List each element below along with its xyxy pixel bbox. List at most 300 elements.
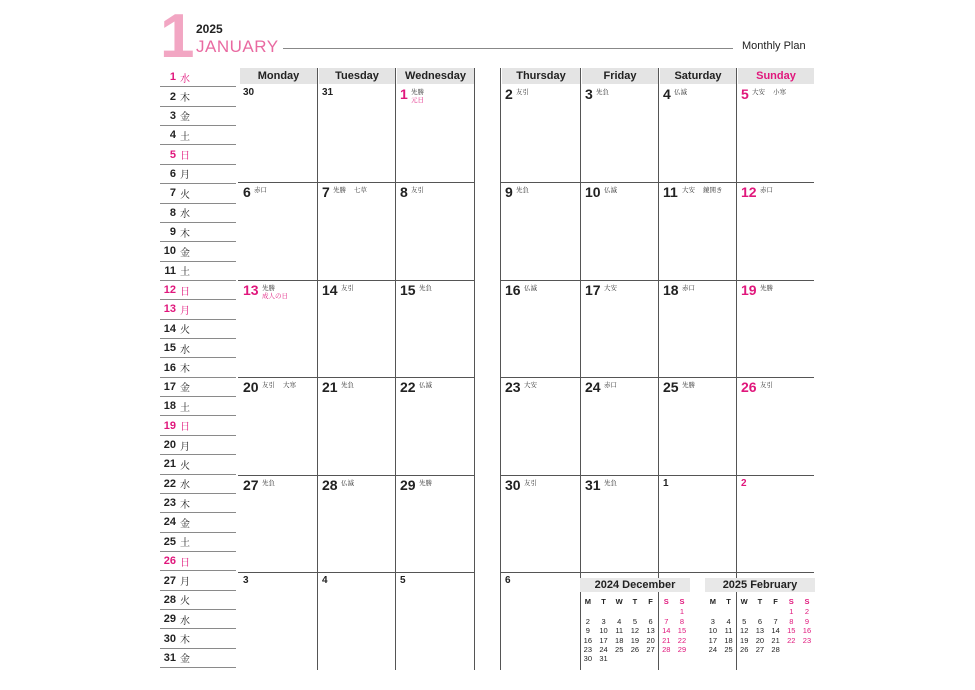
day-number: 21 — [322, 379, 338, 395]
rokuyo-label: 先負 — [516, 186, 529, 194]
sidebar-day-row[interactable] — [160, 242, 236, 261]
sidebar-day-number: 22 — [163, 477, 176, 490]
plan-label: Monthly Plan — [742, 40, 806, 52]
sidebar-weekday: 火 — [180, 596, 190, 608]
seasonal-label: 七草 — [354, 186, 367, 194]
weekday-header: Thursday — [502, 68, 580, 84]
day-cell[interactable] — [238, 377, 317, 475]
rokuyo-label: 赤口 — [604, 381, 617, 389]
sidebar-day-row[interactable] — [160, 533, 236, 552]
day-number: 11 — [663, 184, 678, 200]
day-number: 6 — [505, 575, 511, 586]
mini-weekday: S — [679, 597, 685, 606]
mini-calendar-week — [705, 626, 815, 635]
mini-day: 20 — [755, 635, 765, 645]
mini-calendar-week — [580, 607, 690, 616]
day-number: 20 — [243, 379, 259, 395]
sidebar-day-number: 29 — [163, 613, 176, 626]
sidebar-day-row[interactable] — [160, 223, 236, 242]
sidebar-weekday: 金 — [180, 383, 190, 395]
sidebar-day-number: 19 — [163, 419, 176, 432]
sidebar-weekday: 月 — [180, 577, 190, 589]
sidebar-day-number: 10 — [163, 245, 176, 258]
day-cell[interactable] — [500, 280, 580, 378]
mini-day: 21 — [662, 635, 671, 645]
rokuyo-label: 先勝 — [411, 88, 424, 96]
rokuyo-label: 大安 — [604, 283, 617, 292]
mini-day: 10 — [599, 626, 608, 636]
day-cell[interactable] — [317, 84, 395, 182]
sidebar-day-number: 15 — [163, 342, 176, 355]
mini-day — [627, 607, 643, 616]
day-cell[interactable] — [736, 84, 814, 182]
sidebar-day-number: 7 — [169, 187, 176, 200]
sidebar-weekday: 金 — [180, 247, 190, 259]
rokuyo-label: 先勝 — [419, 478, 432, 487]
rokuyo-label: 大安 — [752, 88, 765, 96]
day-number: 6 — [243, 184, 251, 200]
sidebar-weekday: 月 — [180, 441, 190, 453]
sidebar-day-number: 4 — [169, 129, 176, 142]
mini-day: 25 — [724, 645, 733, 655]
sidebar-day-row[interactable] — [160, 300, 236, 319]
sidebar-day-number: 6 — [169, 167, 176, 180]
sidebar-day-number: 13 — [163, 303, 176, 316]
year-label: 2025 — [196, 22, 223, 36]
mini-day: 22 — [677, 635, 687, 645]
mini-weekday: S — [804, 597, 810, 606]
column-divider — [474, 68, 475, 670]
sidebar-weekday: 土 — [180, 131, 190, 143]
mini-weekday: M — [709, 597, 716, 606]
rokuyo-label: 大安 — [682, 186, 695, 194]
day-cell[interactable] — [736, 182, 814, 280]
mini-day: 23 — [583, 645, 593, 655]
mini-calendar-week — [705, 617, 815, 626]
weekday-header: Tuesday — [319, 68, 395, 84]
day-cell[interactable] — [500, 475, 580, 573]
mini-weekday: W — [740, 597, 748, 606]
mini-day: 19 — [630, 635, 640, 645]
day-number: 8 — [400, 184, 408, 200]
mini-day: 17 — [599, 635, 608, 645]
sidebar-day-row[interactable] — [160, 571, 236, 590]
sidebar-day-number: 26 — [163, 555, 176, 568]
sidebar-day-row[interactable] — [160, 358, 236, 377]
day-cell[interactable] — [395, 84, 474, 182]
day-cell[interactable] — [395, 182, 474, 280]
mini-calendar-week — [580, 636, 690, 645]
rokuyo-label: 仏滅 — [604, 186, 617, 194]
mini-calendar-week — [580, 626, 690, 635]
day-cell[interactable] — [395, 572, 474, 670]
sidebar-weekday: 土 — [180, 267, 190, 279]
mini-weekday: F — [773, 597, 778, 606]
mini-day: 4 — [726, 616, 731, 626]
day-cell[interactable] — [395, 280, 474, 378]
mini-day: 7 — [664, 616, 669, 626]
mini-day: 30 — [583, 654, 593, 664]
sidebar-weekday: 金 — [180, 112, 190, 124]
rokuyo-label: 友引 — [760, 381, 773, 389]
mini-day: 17 — [708, 635, 718, 645]
mini-calendar-week — [705, 607, 815, 616]
day-number: 16 — [505, 281, 521, 298]
mini-day: 12 — [630, 626, 640, 636]
day-cell[interactable] — [580, 280, 658, 378]
sidebar-day-row[interactable] — [160, 436, 236, 455]
sidebar-day-row[interactable] — [160, 629, 236, 648]
day-number: 24 — [585, 379, 601, 395]
sidebar-weekday: 水 — [180, 615, 190, 627]
mini-day: 19 — [740, 635, 749, 645]
sidebar-day-number: 21 — [163, 458, 176, 471]
day-number: 19 — [741, 281, 757, 298]
seasonal-label: 鏡開き — [703, 186, 723, 194]
seasonal-label: 大寒 — [283, 381, 296, 389]
mini-day: 24 — [708, 645, 718, 655]
sidebar-day-row[interactable] — [160, 416, 236, 435]
sidebar-day-number: 8 — [169, 206, 176, 219]
sidebar-weekday: 木 — [180, 635, 190, 647]
mini-day — [596, 607, 612, 616]
sidebar-day-row[interactable] — [160, 281, 236, 300]
mini-day: 12 — [740, 626, 749, 636]
mini-day: 1 — [789, 607, 794, 617]
sidebar-day-row[interactable] — [160, 397, 236, 416]
mini-day — [721, 607, 737, 616]
day-cell[interactable] — [580, 475, 658, 573]
rokuyo-label: 仏滅 — [524, 283, 537, 292]
mini-weekday: T — [601, 597, 606, 606]
sidebar-day-number: 1 — [169, 71, 176, 84]
mini-day: 13 — [755, 626, 765, 636]
rokuyo-label: 先負 — [604, 478, 617, 487]
sidebar-day-row[interactable] — [160, 145, 236, 164]
sidebar-weekday: 水 — [180, 209, 190, 221]
mini-day: 31 — [599, 654, 608, 664]
day-number: 28 — [322, 476, 338, 493]
sidebar-day-number: 5 — [169, 148, 176, 161]
sidebar-weekday: 木 — [180, 499, 190, 511]
mini-weekday: M — [584, 597, 591, 606]
mini-calendar-week — [580, 617, 690, 626]
day-cell[interactable] — [658, 280, 736, 378]
mini-day: 26 — [740, 645, 749, 655]
day-cell[interactable] — [317, 572, 395, 670]
mini-day: 11 — [724, 626, 733, 636]
day-number: 9 — [505, 184, 513, 200]
day-number: 1 — [400, 86, 408, 102]
mini-calendar-weekdays — [580, 597, 690, 606]
sidebar-day-row[interactable] — [160, 339, 236, 358]
day-number: 12 — [741, 184, 757, 200]
day-cell[interactable] — [238, 475, 317, 573]
sidebar-weekday: 月 — [180, 305, 190, 317]
day-number: 2 — [505, 86, 513, 102]
rokuyo-label: 先負 — [341, 381, 354, 389]
day-number: 29 — [400, 476, 416, 493]
sidebar-day-number: 31 — [163, 651, 176, 664]
mini-day: 18 — [615, 635, 624, 645]
day-cell[interactable] — [395, 475, 474, 573]
sidebar-day-row[interactable] — [160, 610, 236, 629]
mini-day: 10 — [708, 626, 718, 636]
sidebar-weekday: 水 — [180, 480, 190, 492]
day-cell[interactable] — [500, 377, 580, 475]
sidebar-day-row[interactable] — [160, 126, 236, 145]
mini-calendar-title: 2025 February — [705, 578, 815, 592]
day-number: 17 — [585, 281, 601, 298]
day-number: 22 — [400, 379, 416, 395]
mini-day: 28 — [771, 645, 780, 655]
mini-calendar-week — [580, 645, 690, 654]
sidebar-weekday: 木 — [180, 228, 190, 240]
sidebar-day-row[interactable] — [160, 455, 236, 474]
rokuyo-label: 赤口 — [254, 186, 267, 194]
day-number: 25 — [663, 379, 679, 395]
day-number: 27 — [243, 476, 259, 493]
day-cell[interactable] — [317, 182, 395, 280]
sidebar-day-number: 14 — [163, 322, 176, 335]
day-number: 31 — [322, 87, 334, 98]
day-cell[interactable] — [395, 377, 474, 475]
day-cell[interactable] — [500, 182, 580, 280]
month-name: JANUARY — [196, 37, 279, 56]
mini-weekday: S — [788, 597, 794, 606]
rokuyo-label: 先勝 — [682, 381, 695, 389]
day-number: 3 — [243, 575, 249, 586]
day-number: 30 — [243, 87, 255, 98]
day-cell[interactable] — [500, 84, 580, 182]
day-cell[interactable] — [238, 182, 317, 280]
mini-day: 22 — [787, 635, 796, 645]
sidebar-day-row[interactable] — [160, 87, 236, 106]
sidebar-day-number: 17 — [163, 380, 176, 393]
day-cell[interactable] — [658, 377, 736, 475]
sidebar-day-row[interactable] — [160, 68, 236, 87]
mini-weekday: S — [663, 597, 669, 606]
sidebar-day-row[interactable] — [160, 378, 236, 397]
sidebar-day-number: 11 — [164, 264, 176, 277]
weekday-header: Saturday — [660, 68, 736, 84]
mini-day — [799, 645, 815, 654]
sidebar-weekday: 火 — [180, 189, 190, 201]
sidebar-weekday: 火 — [180, 460, 190, 472]
mini-day: 29 — [677, 645, 687, 655]
rokuyo-label: 友引 — [411, 186, 424, 194]
mini-day: 6 — [757, 616, 762, 626]
day-cell[interactable] — [736, 280, 814, 378]
mini-day: 15 — [787, 626, 796, 636]
rokuyo-label: 仏滅 — [674, 88, 687, 96]
mini-day: 20 — [646, 635, 655, 645]
day-number: 30 — [505, 476, 521, 493]
day-cell[interactable] — [580, 84, 658, 182]
mini-day: 28 — [662, 645, 671, 655]
sidebar-day-number: 18 — [163, 400, 176, 413]
mini-calendar-week — [705, 645, 815, 654]
day-cell[interactable] — [658, 84, 736, 182]
rokuyo-label: 先勝 — [760, 283, 773, 292]
sidebar-weekday: 金 — [180, 518, 190, 530]
day-number: 14 — [322, 281, 338, 298]
mini-day: 27 — [646, 645, 655, 655]
day-number: 3 — [585, 86, 593, 102]
weekday-header: Monday — [240, 68, 317, 84]
sidebar-weekday: 土 — [180, 538, 190, 550]
rokuyo-label: 先勝 — [262, 283, 275, 292]
sidebar-day-number: 28 — [163, 593, 176, 606]
day-number: 4 — [322, 575, 328, 586]
mini-calendar-weekdays — [705, 597, 815, 606]
rokuyo-label: 先負 — [262, 478, 275, 487]
sidebar-weekday: 日 — [180, 286, 190, 298]
mini-day: 26 — [630, 645, 640, 655]
mini-weekday: T — [632, 597, 638, 606]
mini-day: 15 — [677, 626, 687, 636]
day-number: 7 — [322, 184, 330, 200]
sidebar-day-number: 20 — [163, 439, 176, 451]
day-cell[interactable] — [736, 475, 814, 573]
day-cell[interactable] — [317, 280, 395, 378]
day-number: 13 — [243, 281, 259, 298]
sidebar-weekday: 月 — [180, 170, 190, 182]
sidebar-day-number: 2 — [169, 90, 176, 103]
mini-day — [611, 654, 627, 663]
mini-day: 1 — [679, 607, 685, 617]
sidebar-day-row[interactable] — [160, 165, 236, 184]
rokuyo-label: 仏滅 — [341, 478, 354, 487]
day-number: 2 — [741, 477, 747, 489]
day-cell[interactable] — [736, 377, 814, 475]
day-cell[interactable] — [238, 84, 317, 182]
sidebar-weekday: 日 — [180, 557, 190, 569]
sidebar-day-row[interactable] — [160, 475, 236, 494]
day-cell[interactable] — [238, 280, 317, 378]
mini-calendar — [580, 578, 690, 664]
rokuyo-label: 友引 — [524, 478, 537, 487]
sidebar-day-number: 24 — [163, 516, 176, 529]
mini-day: 16 — [583, 635, 593, 645]
mini-day — [752, 607, 768, 616]
sidebar-weekday: 水 — [180, 73, 190, 85]
rokuyo-label: 大安 — [524, 381, 537, 389]
day-cell[interactable] — [317, 377, 395, 475]
sidebar-day-row[interactable] — [160, 591, 236, 610]
rokuyo-label: 仏滅 — [419, 381, 432, 389]
sidebar-day-number: 30 — [163, 632, 176, 645]
holiday-label: 成人の日 — [262, 291, 288, 300]
sidebar-day-number: 27 — [163, 574, 176, 587]
sidebar-weekday: 木 — [180, 93, 190, 105]
mini-day: 18 — [724, 635, 733, 645]
month-number: 1 — [160, 2, 195, 71]
day-cell[interactable] — [238, 572, 317, 670]
mini-day — [768, 607, 784, 616]
sidebar-weekday: 日 — [180, 151, 190, 163]
mini-day: 24 — [599, 645, 608, 655]
sidebar-day-row[interactable] — [160, 513, 236, 532]
mini-day: 3 — [601, 616, 606, 626]
sidebar-day-row[interactable] — [160, 107, 236, 126]
mini-day: 9 — [804, 616, 810, 626]
sidebar-day-row[interactable] — [160, 494, 236, 513]
day-cell[interactable] — [580, 182, 658, 280]
sidebar-day-row[interactable] — [160, 552, 236, 571]
mini-day: 14 — [771, 626, 780, 636]
day-cell[interactable] — [580, 377, 658, 475]
day-number: 26 — [741, 379, 757, 395]
day-cell[interactable] — [500, 572, 580, 670]
mini-day — [643, 607, 659, 616]
mini-day: 2 — [804, 607, 810, 617]
mini-weekday: F — [648, 597, 653, 606]
sidebar-day-row[interactable] — [160, 320, 236, 339]
weekday-header: Sunday — [738, 68, 814, 84]
mini-day: 25 — [615, 645, 624, 655]
day-number: 1 — [663, 477, 669, 489]
sidebar-weekday: 木 — [180, 364, 190, 376]
mini-day — [783, 645, 799, 654]
mini-weekday: T — [757, 597, 763, 606]
day-cell[interactable] — [658, 182, 736, 280]
sidebar-day-number: 12 — [163, 284, 176, 297]
day-number: 5 — [741, 86, 749, 102]
mini-day: 23 — [802, 635, 812, 645]
sidebar-day-number: 25 — [163, 535, 176, 548]
mini-day — [658, 607, 674, 616]
holiday-label: 元日 — [411, 96, 424, 104]
mini-day: 14 — [662, 626, 671, 636]
sidebar-day-row[interactable] — [160, 204, 236, 223]
mini-day: 27 — [755, 645, 765, 655]
rokuyo-label: 友引 — [262, 381, 275, 389]
seasonal-label: 小寒 — [773, 88, 786, 96]
sidebar-weekday: 日 — [180, 422, 190, 434]
sidebar-day-number: 9 — [169, 226, 176, 239]
mini-day — [705, 607, 721, 616]
mini-calendar-week — [705, 636, 815, 645]
mini-day: 5 — [742, 616, 747, 626]
sidebar-day-number: 23 — [163, 497, 176, 510]
sidebar-weekday: 火 — [180, 325, 190, 337]
sidebar-day-row[interactable] — [160, 649, 236, 668]
mini-day: 4 — [617, 616, 622, 626]
day-number: 18 — [663, 281, 679, 298]
rokuyo-label: 友引 — [516, 88, 529, 96]
mini-day: 21 — [771, 635, 780, 645]
sidebar-day-number: 3 — [169, 109, 176, 122]
sidebar-day-number: 16 — [163, 361, 176, 374]
mini-day — [580, 607, 596, 616]
mini-day — [736, 607, 752, 616]
day-cell[interactable] — [317, 475, 395, 573]
mini-day: 9 — [585, 626, 590, 636]
mini-day — [627, 654, 643, 663]
title-rule — [283, 48, 733, 49]
mini-day: 3 — [710, 616, 715, 626]
sidebar-day-row[interactable] — [160, 184, 236, 203]
rokuyo-label: 友引 — [341, 283, 354, 292]
sidebar-day-row[interactable] — [160, 262, 236, 281]
mini-day — [658, 654, 674, 663]
day-cell[interactable] — [658, 475, 736, 573]
mini-day — [643, 654, 659, 663]
sidebar-weekday: 土 — [180, 402, 190, 414]
day-list-sidebar — [160, 68, 236, 668]
rokuyo-label: 先勝 — [333, 186, 346, 194]
